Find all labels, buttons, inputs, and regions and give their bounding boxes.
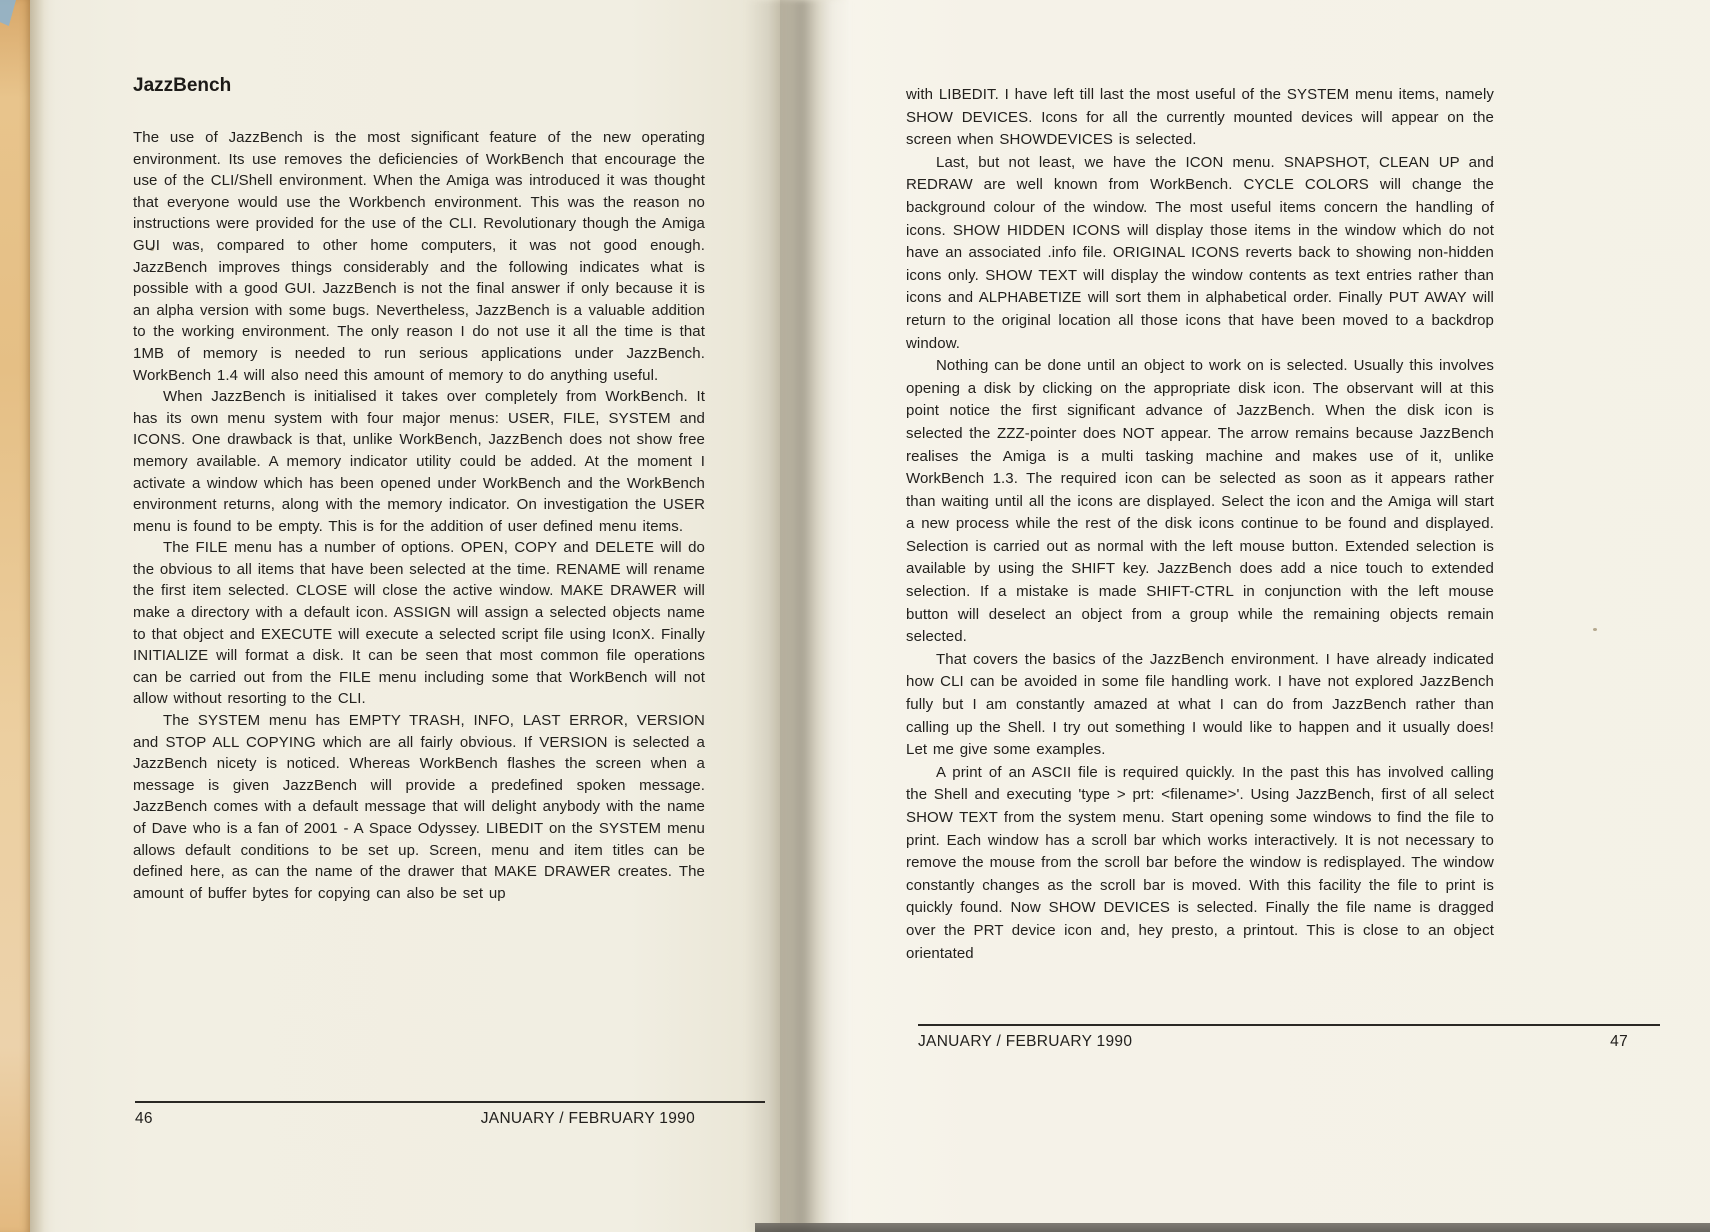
paragraph: When JazzBench is initialised it takes over completely from WorkBench. It has its own menu system with four major menus: USER, FILE, SYSTEM and ICONS. One drawback is that, unlike WorkBench, JazzBench does not show free memory available. A memory indicator utility could be added. At the moment I activate a window which has been opened under WorkBench and the WorkBench environment returns, along with the memory indicator. On investigation the USER menu is found to be empty. This is for the addition of user defined menu items. [133, 388, 705, 535]
book-fore-edge [0, 0, 30, 1232]
issue-date: JANUARY / FEBRUARY 1990 [918, 1033, 1133, 1050]
scan-background-edge [755, 1223, 1710, 1232]
paper-speck [1593, 628, 1597, 631]
paragraph: The FILE menu has a number of options. OPEN, COPY and DELETE will do the obvious to all items that have been selected at the time. RENAME will rename the first item selected. CLOSE will close the active window. MAKE DRAWER will make a directory with a default icon. ASSIGN will assign a selected objects name to that object and EXECUTE will execute a selected script file using IconX. Finally INITIALIZE will format a disk. It can be seen that most common file operations can be carried out from the FILE menu including some that WorkBench will not allow without resorting to the CLI. [133, 539, 705, 708]
page-number: 46 [135, 1110, 153, 1127]
paragraph: That covers the basics of the JazzBench environment. I have already indicated how CLI can be avoided in some file handling work. I have not explored JazzBench fully but I am constantly amazed at what I can do from JazzBench rather than calling up the Shell. I try out something I would like to happen and it usually does! Let me give some examples. [906, 650, 1494, 759]
page-right-footer [918, 1024, 1660, 1051]
paragraph: The use of JazzBench is the most significant feature of the new operating environment. Its use removes the deficiencies of WorkBench that encourage the use of the CLI/Shell environment. When the Amiga was introduced it was thought that everyone would use the Workbench environment. This was the reason no instructions were provided for the use of the CLI. Revolutionary though the Amiga GUI was, compared to other home computers, it was not good enough. JazzBench improves things considerably and the following indicates what is possible with a good GUI. JazzBench is not the final answer if only because it is an alpha version with some bugs. Nevertheless, JazzBench is a valuable addition to the working environment. The only reason I do not use it all the time is that 1MB of memory is needed to run serious applications under JazzBench. WorkBench 1.4 will also need this amount of memory to do anything useful. [133, 129, 705, 384]
article-title: JazzBench [133, 75, 232, 96]
page-right [906, 84, 1494, 965]
paragraph: with LIBEDIT. I have left till last the most useful of the SYSTEM menu items, namely SHOW DEVICES. Icons for all the currently mounted devices will appear on the screen when SHOWDEVICES is selected. [906, 86, 1494, 149]
paragraph: Nothing can be done until an object to work on is selected. Usually this involves opening a disk by clicking on the appropriate disk icon. The observant will at this point notice the first significant advance of JazzBench. When the disk icon is selected the ZZZ-pointer does NOT appear. The arrow remains because JazzBench realises the Amiga is a multi tasking machine and makes use of it, unlike WorkBench 1.3. The required icon can be selected as soon as it appears rather than waiting until all the icons are displayed. Select the icon and the Amiga will start a new process while the rest of the disk icons continue to be found and displayed. Selection is carried out as normal with the left mouse button. Extended selection is available by using the SHIFT key. JazzBench does add a nice touch to extended selection. If a mistake is made SHIFT-CTRL in conjunction with the left mouse button will deselect an object from a group while the remaining objects remain selected. [906, 357, 1494, 646]
issue-date: JANUARY / FEBRUARY 1990 [480, 1110, 695, 1127]
page-left [133, 75, 705, 904]
page-edge-crease [30, 0, 56, 1232]
paragraph: The SYSTEM menu has EMPTY TRASH, INFO, LAST ERROR, VERSION and STOP ALL COPYING which are all fairly obvious. If VERSION is selected a JazzBench nicety is noticed. Whereas WorkBench flashes the screen when a message is given JazzBench will provide a predefined spoken message. JazzBench comes with a default message that will delight anybody with the name of Dave who is a fan of 2001 - A Space Odyssey. LIBEDIT on the SYSTEM menu allows default conditions to be set up. Screen, menu and item titles can be defined here, as can the name of the drawer that MAKE DRAWER creates. The amount of buffer bytes for copying can also be set up [133, 712, 705, 902]
paragraph: Last, but not least, we have the ICON menu. SNAPSHOT, CLEAN UP and REDRAW are well known from WorkBench. CYCLE COLORS will change the background colour of the window. The most useful items concern the handling of icons. SHOW HIDDEN ICONS will display those items in the window which do not have an associated .info file. ORIGINAL ICONS reverts back to showing non-hidden icons only. SHOW TEXT will display the window contents as text entries rather than icons and ALPHABETIZE will sort them in alphabetical order. Finally PUT AWAY will return to the original location all those icons that have been moved to a backdrop window. [906, 153, 1494, 352]
gutter-shadow [745, 0, 855, 1232]
page-number: 47 [1610, 1033, 1628, 1050]
paragraph: A print of an ASCII file is required quickly. In the past this has involved calling the Shell and executing 'type > prt: <filename>'. Using JazzBench, first of all select SHOW TEXT from the system menu. Start opening some windows to find the file to print. Each window has a scroll bar which works interactively. It is not necessary to remove the mouse from the scroll bar before the window is redisplayed. The window constantly changes as the scroll bar is moved. With this facility the file to print is quickly found. Now SHOW DEVICES is selected. Finally the file name is dragged over the PRT device icon and, hey presto, a printout. This is close to an object orientated [906, 763, 1494, 962]
page-left-footer [135, 1101, 765, 1128]
